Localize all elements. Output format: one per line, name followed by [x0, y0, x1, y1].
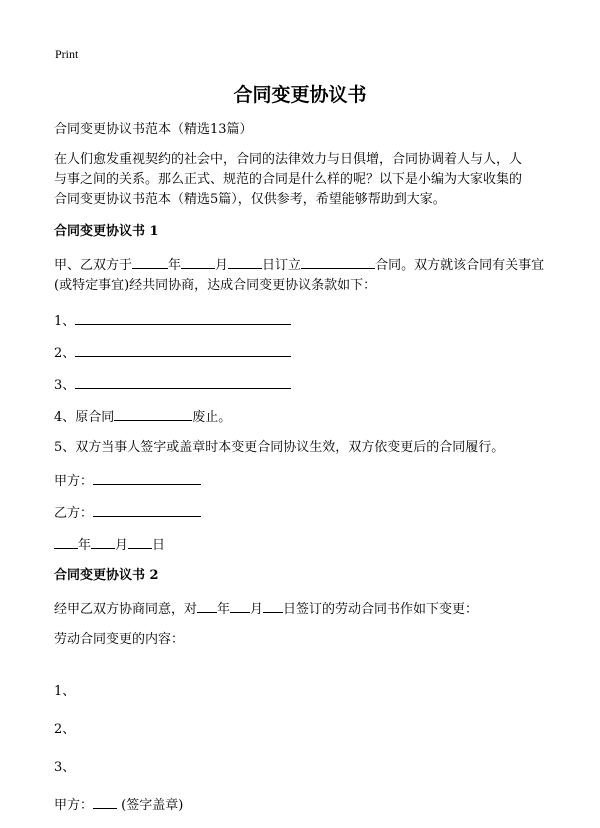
month-blank	[91, 534, 115, 549]
party-a-line	[54, 470, 554, 490]
section1-line2: (或特定事宜)经共同协商，达成合同变更协议条款如下：	[54, 278, 377, 293]
contract-name-blank	[301, 254, 375, 269]
print-link[interactable]: Print	[55, 47, 79, 61]
text: 日签订的劳动合同书作如下变更：	[283, 602, 479, 617]
change-item-1: 1、	[54, 684, 76, 699]
section2-party-a-line	[54, 794, 554, 814]
section2-line1	[54, 598, 554, 618]
text: 4、原合同	[54, 410, 115, 425]
clause-number: 3、	[54, 378, 76, 393]
party-a-label: 甲方：	[54, 798, 94, 813]
party-b-blank	[93, 502, 201, 517]
day-blank	[228, 254, 262, 269]
original-contract-blank	[114, 406, 192, 421]
section1-line1	[54, 254, 554, 276]
clause-5: 5、双方当事人签字或盖章时本变更合同协议生效，双方依变更后的合同履行。	[54, 440, 505, 455]
text: 年	[78, 538, 92, 553]
text: 经甲乙双方协商同意，对	[54, 602, 198, 617]
signature-blank	[93, 794, 117, 809]
spacer	[54, 662, 554, 682]
document-body	[54, 120, 554, 826]
text: 日	[152, 538, 166, 553]
party-b-label: 乙方：	[54, 506, 94, 521]
intro-line: 在人们愈发重视契约的社会中，合同的法律效力与日俱增，合同协调着人与人，人	[54, 152, 523, 167]
party-a-blank	[93, 470, 201, 485]
clause-blank	[75, 310, 291, 325]
intro-line: 合同变更协议书范本（精选5篇），仅供参考，希望能够帮助到大家。	[54, 192, 446, 207]
text: 合同。双方就该合同有关事宜	[375, 258, 545, 273]
clause-4	[54, 406, 554, 426]
sign-note: (签字盖章)	[121, 798, 184, 813]
section1-paragraph	[54, 254, 554, 296]
text: 甲、乙双方于	[54, 258, 133, 273]
party-b-line	[54, 502, 554, 522]
clause-3	[54, 374, 554, 394]
text: 废止。	[192, 410, 232, 425]
change-item-2: 2、	[54, 722, 76, 737]
text: 月	[250, 602, 264, 617]
month-blank	[181, 254, 215, 269]
year-blank	[197, 598, 217, 613]
year-blank	[132, 254, 168, 269]
text: 日订立	[262, 258, 302, 273]
text: 年	[217, 602, 231, 617]
month-blank	[230, 598, 250, 613]
text: 月	[115, 538, 129, 553]
clause-1	[54, 310, 554, 330]
clause-blank	[75, 374, 291, 389]
clause-blank	[75, 342, 291, 357]
subtitle: 合同变更协议书范本（精选13篇）	[54, 122, 253, 137]
intro-paragraph	[54, 150, 554, 210]
page-title: 合同变更协议书	[233, 84, 367, 106]
text: 年	[168, 258, 182, 273]
section1-heading: 合同变更协议书 1	[54, 224, 159, 239]
clause-2	[54, 342, 554, 362]
intro-line: 与事之间的关系。那么正式、规范的合同是什么样的呢？以下是小编为大家收集的	[54, 172, 523, 187]
year-blank	[54, 534, 78, 549]
clause-number: 1、	[54, 314, 76, 329]
text: 月	[215, 258, 229, 273]
date-line	[54, 534, 554, 554]
section2-heading: 合同变更协议书 2	[54, 568, 159, 583]
party-a-label: 甲方：	[54, 474, 94, 489]
day-blank	[263, 598, 283, 613]
day-blank	[128, 534, 152, 549]
change-item-3: 3、	[54, 760, 76, 775]
clause-number: 2、	[54, 346, 76, 361]
section2-content-label: 劳动合同变更的内容：	[54, 632, 185, 647]
